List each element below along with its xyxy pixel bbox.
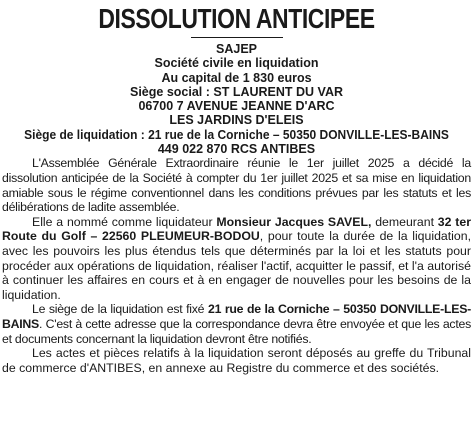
- liquidator-powers: , pour toute la durée de la liquidation, avec les pouvoirs les plus étendus tels que déterminés par la loi et les statuts pour procéder aux opérations de liquidation, réaliser l'actif, acquitter le passif, et l'a autorisé à continuer les affaires en cours et à en engager de nouvelles pour les besoins de la liquidation.: [2, 229, 472, 302]
- company-form: Société civile en liquidation: [154, 56, 319, 71]
- title-divider: [191, 37, 283, 38]
- legal-notice: [2, 4, 471, 375]
- liquidator-intro: Elle a nommé comme liquidateur: [32, 214, 217, 229]
- company-name: SAJEP: [216, 42, 257, 56]
- liquidation-office-address: 21 rue de la Corniche – 50350 DONVILLE-LES-BAINS: [2, 302, 471, 331]
- company-header: [2, 42, 471, 156]
- registered-office-address: 06700 7 AVENUE JEANNE D'ARC: [138, 99, 335, 114]
- notice-title: DISSOLUTION ANTICIPEE: [98, 3, 375, 34]
- paragraph-filing: Les actes et pièces relatifs à la liquidation seront déposés au greffe du Tribunal de commerce d'ANTIBES, en annexe au Registre du commerce et des sociétés.: [2, 346, 471, 375]
- rcs-number: 449 022 870 RCS ANTIBES: [157, 142, 316, 157]
- liquidator-name: Monsieur Jacques SAVEL,: [216, 214, 372, 229]
- liquidator-address: 32 ter Route du Golf – 22560 PLEUMEUR-BODOU: [2, 214, 471, 244]
- company-capital: Au capital de 1 830 euros: [161, 70, 312, 85]
- registered-office: Siège social : ST LAURENT DU VAR: [130, 84, 343, 99]
- liquidation-office: Siège de liquidation : 21 rue de la Corniche – 50350 DONVILLE-LES-BAINS: [24, 127, 449, 142]
- paragraph-liquidator: [2, 215, 471, 303]
- liquidation-office-intro: Le siège de la liquidation est fixé: [32, 302, 208, 317]
- liquidator-mid: demeurant: [371, 214, 438, 229]
- registered-office-building: LES JARDINS D'ELEIS: [169, 113, 304, 128]
- paragraph-dissolution: L'Assemblée Générale Extraordinaire réunie le 1er juillet 2025 a décidé la dissolution anticipée de la Société à compter du 1er juillet 2025 et sa mise en liquidation amiable sous le régime conventionnel dans les conditions prévues par les statuts et les délibérations de ladite assemblée.: [2, 156, 471, 215]
- paragraph-liquidation-office: [2, 302, 471, 346]
- liquidation-office-rest: . C'est à cette adresse que la correspondance devra être envoyée et que les actes et documents concernant la liquidation devront être notifiés.: [2, 316, 471, 346]
